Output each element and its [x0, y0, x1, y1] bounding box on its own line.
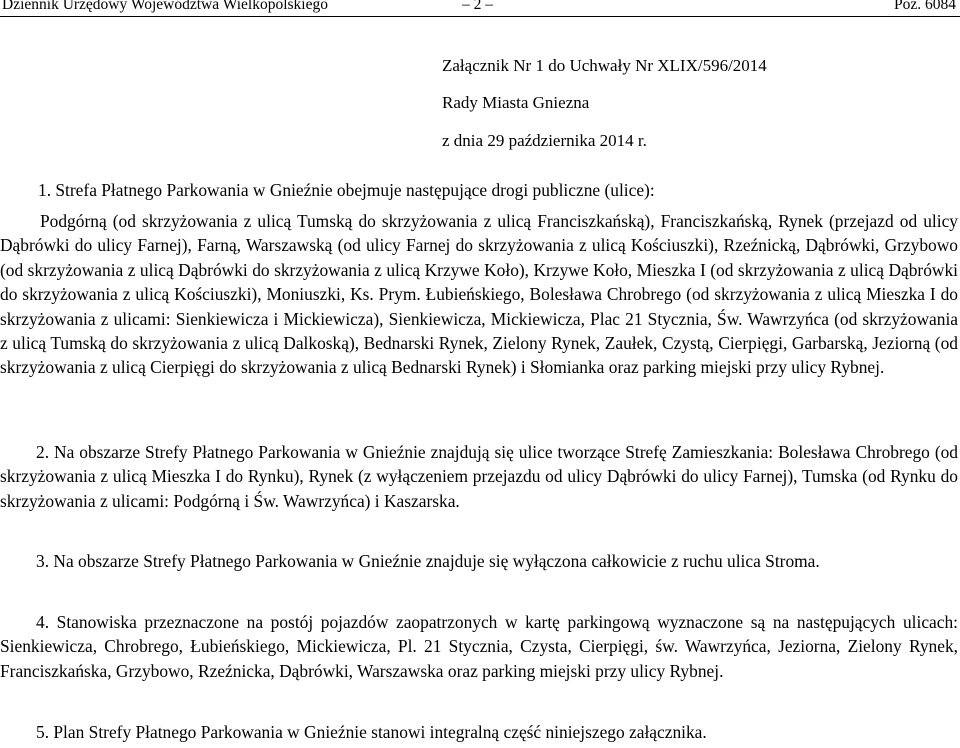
- position-number: Poz. 6084: [894, 0, 956, 13]
- annex-title: Załącznik Nr 1 do Uchwały Nr XLIX/596/2014: [442, 56, 767, 75]
- page-number: – 2 –: [462, 0, 493, 13]
- paragraph-2: 2. Na obszarze Strefy Płatnego Parkowania w Gnieźnie znajdują się ulice tworzące Strefę Zamieszkania: Bolesława Chrobrego (od skrzyżowania z ulicą Mieszka I do Rynku), Rynek (z wyłączeniem przejazdu od ulicy Dąbrówki do ulicy Farnej), Tumska (od Rynku do skrzyżowania z ulicami: Podgórną i Św. Wawrzyńca) i Kaszarska.: [0, 442, 958, 511]
- page-header: [0, 0, 960, 14]
- annex-council: Rady Miasta Gniezna: [442, 93, 590, 112]
- paragraph-4: 4. Stanowiska przeznaczone na postój pojazdów zaopatrzonych w kartę parkingową wyznaczone są na następujących ulicach: Sienkiewicza, Chrobrego, Łubieńskiego, Mickiewicza, Pl. 21 Stycznia, Czysta, Cierpięgi, św. Wawrzyńca, Jeziorna, Zielony Rynek, Franciszkańska, Grzybowo, Rzeźnicka, Dąbrówki, Warszawska oraz parking miejski przy ulicy Rybnej.: [0, 612, 958, 681]
- paragraph-3: 3. Na obszarze Strefy Płatnego Parkowania w Gnieźnie znajduje się wyłączona całkowicie z ruchu ulica Stroma.: [36, 551, 820, 571]
- paragraph-1-body: Podgórną (od skrzyżowania z ulicą Tumską do skrzyżowania z ulicą Franciszkańską), Franciszkańską, Rynek (przejazd od ulicy Dąbrówki do ulicy Farnej), Farną, Warszawską (od ulicy Farnej do skrzyżowania z ulicą Kościuszki), Rzeźnicką, Dąbrówki, Grzybowo (od skrzyżowania z ulicą Dąbrówki do skrzyżowania z ulicą Krzywe Koło), Krzywe Koło, Mieszka I (od skrzyżowania z ulicą Dąbrówki do skrzyżowania z ulicą Kościuszki), Moniuszki, Ks. Prym. Łubieńskiego, Bolesława Chrobrego (od skrzyżowania z ulicą Mieszka I do skrzyżowania z ulicami: Sienkiewicza i Mickiewicza), Sienkiewicza, Mickiewicza, Plac 21 Stycznia, Św. Wawrzyńca (od skrzyżowania z ulicą Tumską do skrzyżowania z ulicą Dalkoską), Bednarski Rynek, Zielony Rynek, Zaułek, Czystą, Cierpięgi, Garbarską, Jeziorną (od skrzyżowania z ulicą Cierpięgi do skrzyżowania z ulicą Bednarski Rynek) i Słomianka oraz parking miejski przy ulicy Rybnej.: [0, 211, 958, 378]
- header-divider: [0, 16, 960, 17]
- journal-title: Dziennik Urzędowy Województwa Wielkopolskiego: [2, 0, 328, 13]
- paragraph-1-intro: 1. Strefa Płatnego Parkowania w Gnieźnie obejmuje następujące drogi publiczne (ulice):: [38, 180, 655, 200]
- annex-date: z dnia 29 października 2014 r.: [442, 131, 647, 150]
- paragraph-5: 5. Plan Strefy Płatnego Parkowania w Gnieźnie stanowi integralną część niniejszego załącznika.: [36, 722, 707, 742]
